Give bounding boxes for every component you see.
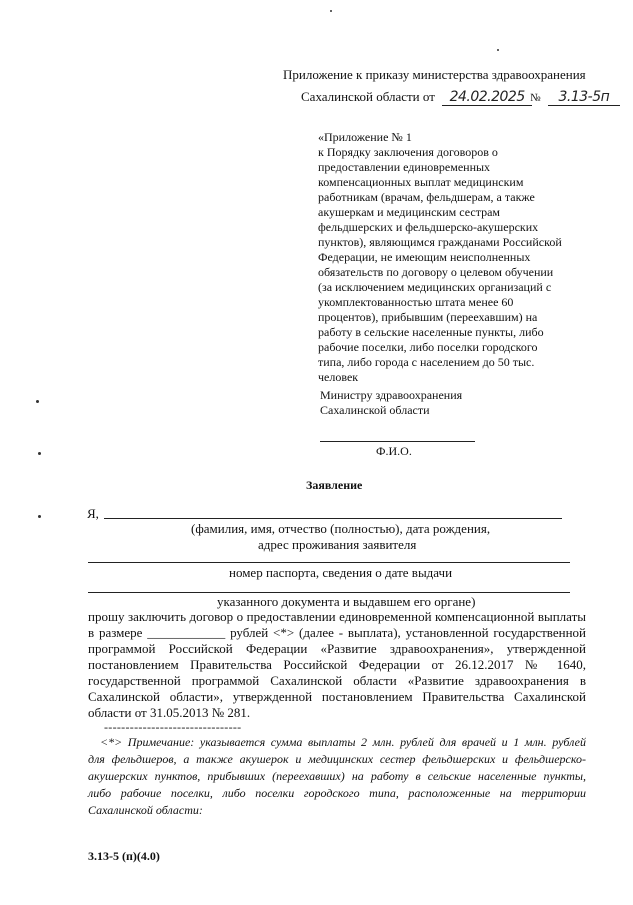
note-line-last: Сахалинской области: — [88, 803, 203, 817]
addressee-line: Министру здравоохранения — [320, 388, 463, 402]
addressee-line: Сахалинской области — [320, 403, 430, 417]
caption-issuer: указанного документа и выдавшем его органе) — [217, 594, 476, 609]
body-line: Сахалинской области», утвержденной постановлением Правительства Сахалинской — [88, 689, 586, 704]
ya-label: Я, — [87, 506, 99, 521]
appendix-line: укомплектованностью штата менее 60 — [318, 295, 514, 309]
caption-address: адрес проживания заявителя — [258, 537, 417, 552]
body-line: постановлением Правительства Российской Федерации от 26.12.2017 № 1640, — [88, 657, 586, 672]
appendix-line: (за исключением медицинских организаций с — [318, 280, 552, 294]
scan-speck — [330, 10, 332, 12]
appendix-line: работникам (врачам, фельдшерам, а также — [318, 190, 535, 204]
appendix-line: акушеркам и медицинским сестрам — [318, 205, 501, 219]
header-date-prefix: Сахалинской области от — [301, 89, 435, 104]
appendix-line: фельдшерских и фельдшерско-акушерских — [318, 220, 539, 234]
note-line: для фельдшеров, а также акушерок и медицинских сестер фельдшерских и фельдшерско- — [88, 752, 586, 766]
note-line: либо рабочие поселки, либо поселки городского типа, расположенные на территории — [88, 786, 586, 800]
caption-fio: (фамилия, имя, отчество (полностью), дата рождения, — [191, 521, 491, 536]
appendix-line: процентов), прибывшим (переехавшим) на — [318, 310, 538, 324]
issuer-fill-line — [88, 592, 570, 593]
appendix-line: работу в сельские населенные пункты, либо — [318, 325, 544, 339]
header-date-line — [301, 89, 620, 106]
scan-speck — [38, 452, 41, 455]
fio-caption: Ф.И.О. — [376, 444, 412, 458]
note-separator: -------------------------------- — [104, 720, 242, 734]
note-line: акушерских пунктов, прибывших (переехавших) на работу в сельские населенные пункты, — [88, 769, 586, 783]
appendix-line: к Порядку заключения договоров о — [318, 145, 498, 159]
note-line: <*> Примечание: указывается сумма выплаты 2 млн. рублей для врачей и 1 млн. рублей — [100, 735, 586, 749]
scan-speck — [38, 515, 41, 518]
appendix-line: предоставлении единовременных — [318, 160, 491, 174]
footer-code: 3.13-5 (п)(4.0) — [88, 849, 160, 863]
body-line: в размере ____________ рублей <*> (далее - выплата), установленной государственной — [88, 625, 586, 640]
body-line: государственной программой Сахалинской области «Развитие здравоохранения в — [88, 673, 586, 688]
caption-passport: номер паспорта, сведения о дате выдачи — [229, 565, 453, 580]
body-line: программой Российской Федерации «Развитие здравоохранения», утвержденной — [88, 641, 586, 656]
header-order-line: Приложение к приказу министерства здравоохранения — [283, 67, 586, 82]
appendix-line: «Приложение № 1 — [318, 130, 412, 144]
scan-speck — [497, 49, 499, 51]
appendix-line: типа, либо города с населением до 50 тыс. — [318, 355, 535, 369]
fio-underline — [320, 441, 475, 442]
passport-fill-line — [88, 562, 570, 563]
appendix-line: компенсационных выплат медицинским — [318, 175, 524, 189]
appendix-line: обязательств по договору о целевом обучении — [318, 265, 554, 279]
body-line: прошу заключить договор о предоставлении единовременной компенсационной выплаты — [88, 609, 586, 624]
appendix-line: пунктов), являющимся гражданами Российской — [318, 235, 562, 249]
number-sign: № — [530, 92, 541, 104]
ya-fill-line — [104, 518, 562, 519]
scan-speck — [36, 400, 39, 403]
appendix-line: рабочие поселки, либо поселки городского — [318, 340, 538, 354]
handwritten-number: 3.13-5п — [558, 89, 610, 105]
appendix-line: Федерации, не имеющим неисполненных — [318, 250, 531, 264]
body-line-last: области от 31.05.2013 № 281. — [88, 705, 251, 720]
appendix-line: человек — [318, 370, 359, 384]
statement-title: Заявление — [306, 478, 363, 492]
handwritten-date: 24.02.2025 — [449, 89, 525, 105]
